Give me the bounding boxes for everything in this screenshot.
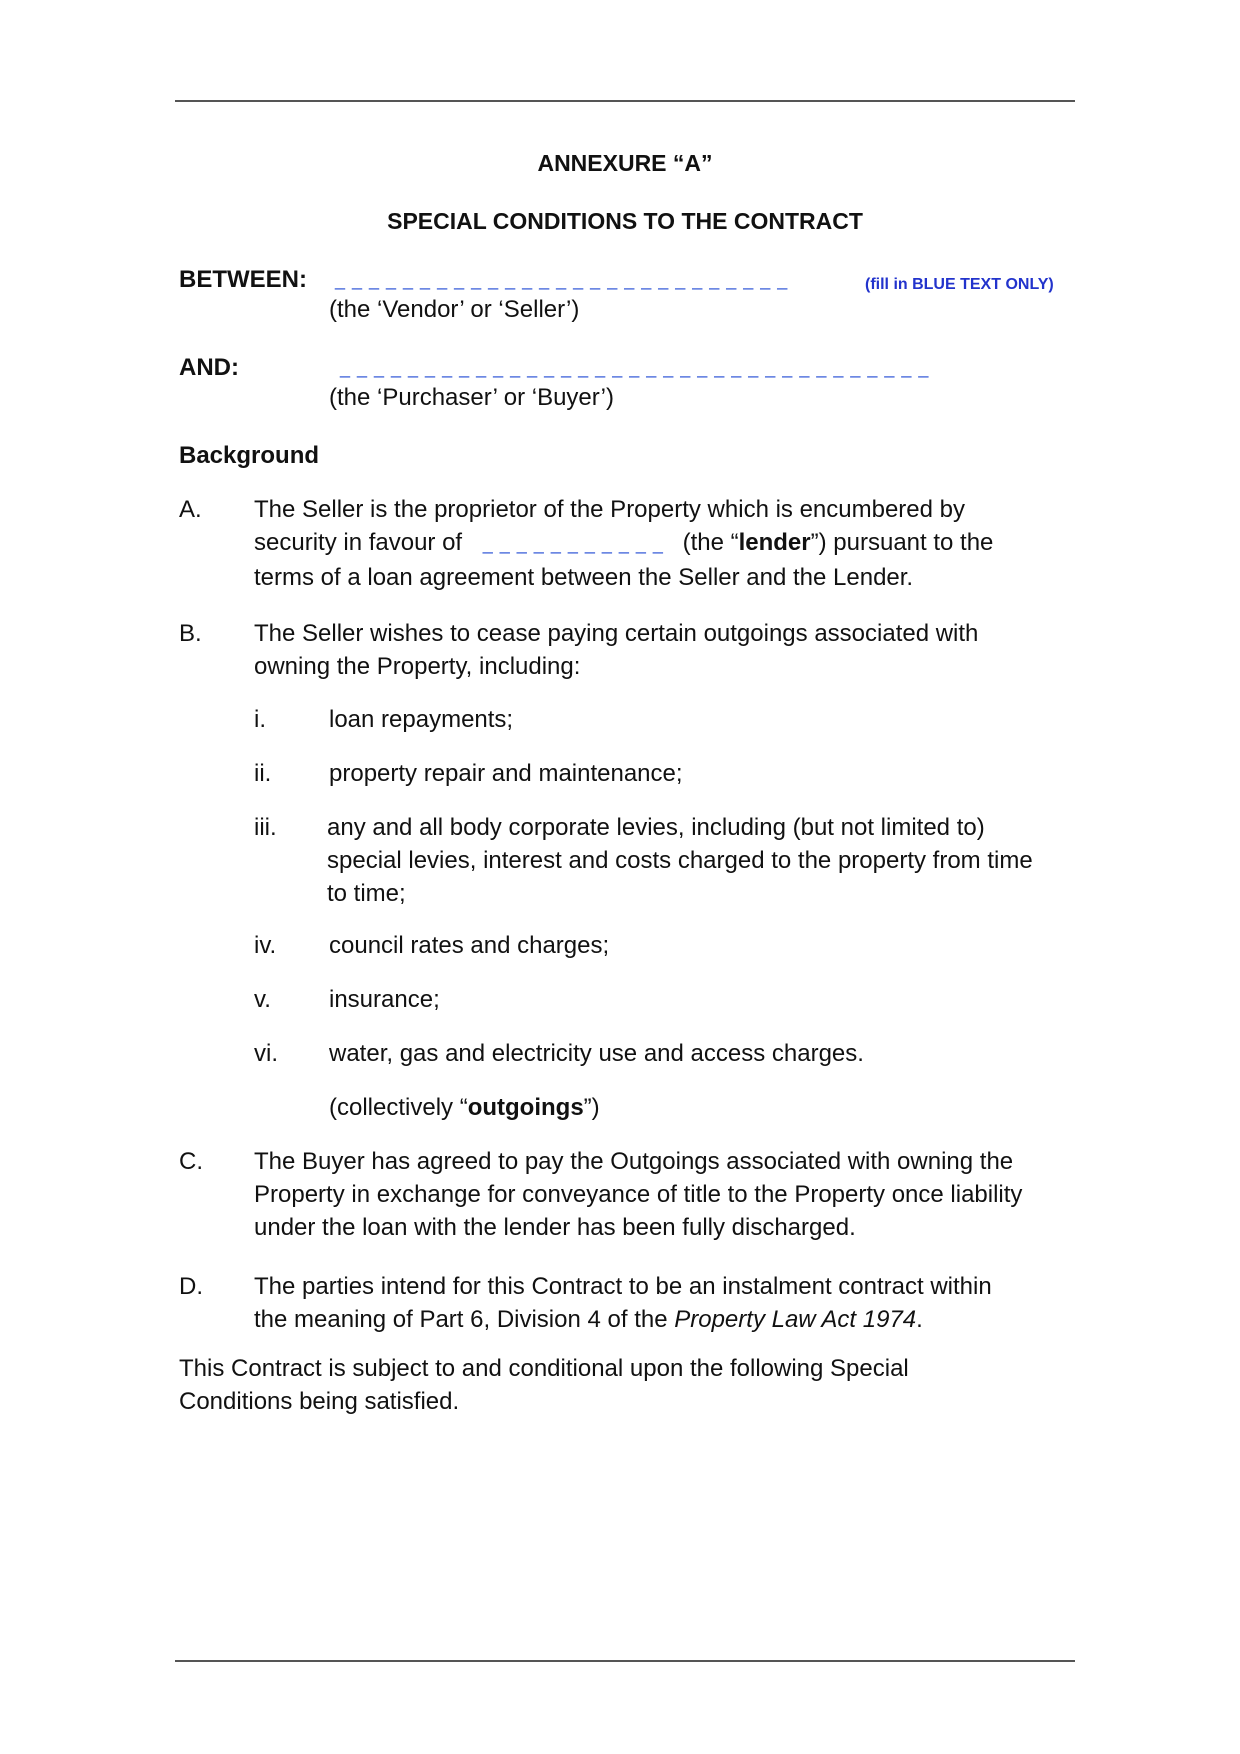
header-rule (175, 100, 1075, 102)
property-law-act-reference: Property Law Act 1974 (674, 1306, 917, 1333)
item-ii-marker: ii. (254, 760, 272, 787)
recital-a-line-2-post: ”) pursuant to the (810, 529, 994, 556)
recital-a-line-2-mid: (the “ (682, 529, 739, 556)
item-iii-line-1: any and all body corporate levies, including (but not limited to) (327, 814, 985, 841)
recital-c-line-1: The Buyer has agreed to pay the Outgoings associated with owning the (254, 1148, 1014, 1175)
closing-paragraph (179, 1352, 909, 1418)
recital-a-line-2-pre: security in favour of (254, 529, 463, 556)
recital-b-marker: B. (179, 620, 202, 647)
recital-a (254, 493, 993, 594)
recital-d-line-1: The parties intend for this Contract to be an instalment contract within (254, 1273, 992, 1300)
item-iv-text: council rates and charges; (329, 932, 610, 959)
item-vi-marker: vi. (254, 1040, 278, 1067)
and-label: AND: (179, 354, 239, 381)
recital-c-line-2: Property in exchange for conveyance of title to the Property once liability (254, 1181, 1023, 1208)
lender-name-field[interactable]: _ _ _ _ _ _ _ _ _ _ _ (482, 534, 664, 554)
item-iii-marker: iii. (254, 814, 277, 841)
recital-c (254, 1145, 1022, 1244)
item-v-marker: v. (254, 986, 271, 1013)
item-i-text: loan repayments; (329, 706, 514, 733)
recital-a-line-1: The Seller is the proprietor of the Property which is encumbered by (254, 496, 966, 523)
recital-a-line-3: terms of a loan agreement between the Seller and the Lender. (254, 564, 914, 591)
item-i-marker: i. (254, 706, 266, 733)
footer-rule (175, 1660, 1075, 1662)
outgoings-pre: (collectively “ (329, 1094, 468, 1121)
recital-d-line-2-pre: the meaning of Part 6, Division 4 of the (254, 1306, 675, 1333)
recital-a-line-2 (254, 526, 993, 561)
recital-d-marker: D. (179, 1273, 203, 1300)
closing-line-2: Conditions being satisfied. (179, 1388, 460, 1415)
item-iii-text (327, 811, 1033, 910)
annexure-heading: ANNEXURE “A” (537, 150, 713, 176)
lender-term: lender (738, 529, 811, 556)
item-iii-line-2: special levies, interest and costs charged to the property from time (327, 847, 1033, 874)
purchaser-caption: (the ‘Purchaser’ or ‘Buyer’) (329, 384, 614, 411)
item-iv-marker: iv. (254, 932, 277, 959)
purchaser-name-field[interactable]: _ _ _ _ _ _ _ _ _ _ _ _ _ _ _ _ _ _ _ _ _ _ _ _ _ _ _ _ _ _ _ _ _ _ _ (340, 358, 930, 378)
special-conditions-heading: SPECIAL CONDITIONS TO THE CONTRACT (387, 208, 863, 234)
recital-a-marker: A. (179, 496, 202, 523)
outgoings-definition (329, 1091, 600, 1124)
item-ii-text: property repair and maintenance; (329, 760, 683, 787)
recital-d (254, 1270, 992, 1336)
vendor-caption: (the ‘Vendor’ or ‘Seller’) (329, 296, 580, 323)
fill-instruction-note: (fill in BLUE TEXT ONLY) (865, 276, 1054, 293)
item-vi-text: water, gas and electricity use and access charges. (329, 1040, 864, 1067)
outgoings-post: ”) (583, 1094, 600, 1121)
item-iii-line-3: to time; (327, 880, 406, 907)
closing-line-1: This Contract is subject to and conditional upon the following Special (179, 1355, 909, 1382)
recital-b-line-2: owning the Property, including: (254, 653, 581, 680)
item-v-text: insurance; (329, 986, 440, 1013)
recital-c-line-3: under the loan with the lender has been fully discharged. (254, 1214, 856, 1241)
recital-d-line-2-post: . (916, 1306, 923, 1333)
background-heading: Background (179, 442, 320, 469)
recital-d-line-2 (254, 1303, 992, 1336)
recital-b (254, 617, 978, 683)
recital-c-marker: C. (179, 1148, 203, 1175)
recital-b-line-1: The Seller wishes to cease paying certain outgoings associated with (254, 620, 979, 647)
between-label: BETWEEN: (179, 266, 307, 293)
vendor-name-field[interactable]: _ _ _ _ _ _ _ _ _ _ _ _ _ _ _ _ _ _ _ _ _ _ _ _ _ _ _ (335, 270, 789, 290)
outgoings-term: outgoings (467, 1094, 584, 1121)
